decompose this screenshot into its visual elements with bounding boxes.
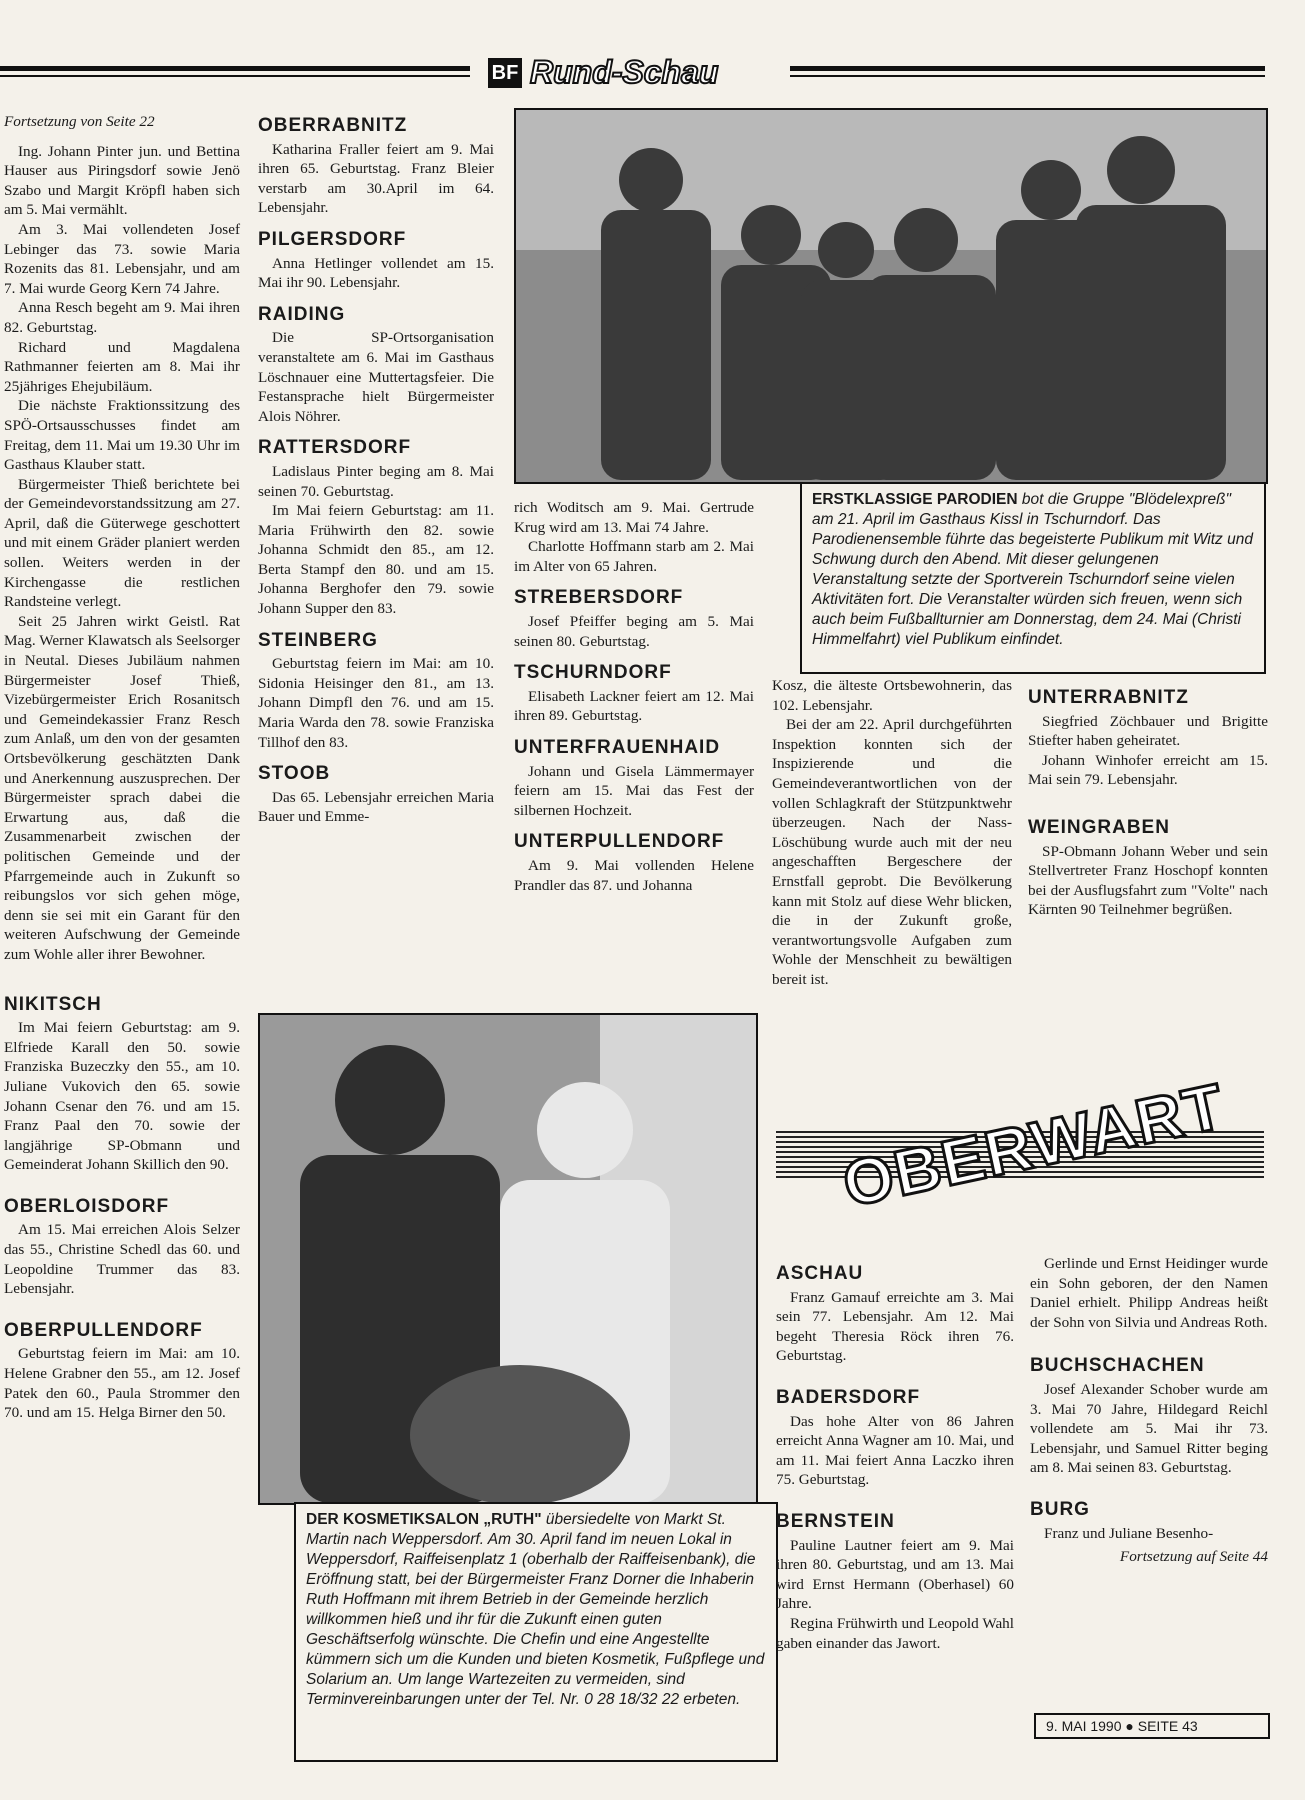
paragraph: rich Woditsch am 9. Mai. Gertrude Krug wird am 13. Mai 74 Jahre. xyxy=(514,499,754,536)
paragraph: Regina Frühwirth und Leopold Wahl gaben einander das Jawort. xyxy=(776,1614,1014,1652)
heading-bernstein: BERNSTEIN xyxy=(776,1510,895,1532)
salon-silhouettes-icon xyxy=(260,1015,756,1503)
paragraph: Gerlinde und Ernst Heidinger wurde ein Sohn geboren, der den Namen Daniel erhielt. Philipp Andreas heißt der Sohn von Silvia und Andreas Roth. xyxy=(1030,1255,1268,1331)
paragraph: Seit 25 Jahren wirkt Geistl. Rat Mag. Werner Klawatsch als Seelsorger in Neutal. Dieses Jubiläum nahmen Bürgermeister Josef Thieß, Vizebürgermeister Erich Rosanitsch und Gemeindekassier Franz Resch zum Anlaß, um den von der gesamten Ortsbevölkerung geschätzten Dank und Anerkennung auszusprechen. Der Bürgermeister sprach dabei die Erwartung aus, daß die Zusammenarbeit zwischen der politischen Gemeinde und der Pfarrgemeinde auch in Zukunft so reibungslos vor sich gehen möge, denn sie sei mit ein Garant für den weiteren Aufschwung der Gemeinde zum Wohle aller ihrer Bewohner. xyxy=(4,612,240,963)
heading-buchschachen: BUCHSCHACHEN xyxy=(1030,1355,1205,1377)
caption-parody-title: ERSTKLASSIGE PARODIEN xyxy=(812,491,1018,508)
header-rule-left xyxy=(0,66,470,71)
footer-date: 9. MAI 1990 xyxy=(1046,1718,1122,1734)
oberwart-title: OBERWART xyxy=(836,1069,1232,1221)
group-silhouettes-icon xyxy=(516,110,1266,482)
heading-unterrabnitz: UNTERRABNITZ xyxy=(1028,687,1189,708)
paragraph: Johann Winhofer erreicht am 15. Mai sein 79. Lebensjahr. xyxy=(1028,751,1268,789)
paragraph: Bürgermeister Thieß berichtete bei der Gemeindevorstandssitzung am 27. April, daß die Güterwege geschottert und mit einem Gräder planiert werden sollen. Weiters werden in der Kirchengasse die restlichen Randsteine verlegt. xyxy=(4,475,240,611)
paragraph: Am 9. Mai vollenden Helene Prandler das 87. und Johanna xyxy=(514,856,754,894)
paragraph: Das hohe Alter von 86 Jahren erreicht Anna Wagner am 10. Mai, und am 11. Mai feiert Anna Laczko ihren 75. Geburtstag. xyxy=(776,1412,1014,1489)
paragraph: Josef Alexander Schober wurde am 3. Mai 70 Jahre, Hildegard Reichl vollendete am 5. Mai ihr 73. Lebensjahr, und Samuel Ritter beging am 8. Mai seinen 83. Geburtstag. xyxy=(1030,1380,1268,1477)
column-2 xyxy=(258,112,494,827)
heading-badersdorf: BADERSDORF xyxy=(776,1386,921,1408)
paragraph: Ing. Johann Pinter jun. und Bettina Hauser aus Piringsdorf sowie Jenö Szabo und Margit Kröpfl haben sich am 5. Mai vermählt. xyxy=(4,142,240,219)
oberwart-column-right xyxy=(1030,1254,1268,1567)
heading-weingraben: WEINGRABEN xyxy=(1028,816,1170,838)
footer-page: SEITE 43 xyxy=(1137,1718,1198,1734)
heading-tschurndorf: TSCHURNDORF xyxy=(514,662,672,684)
paragraph: Franz und Juliane Besenho- xyxy=(1044,1524,1214,1542)
bf-logo: BF xyxy=(488,58,522,88)
caption-parody-text: bot die Gruppe "Blödelexpreß" am 21. April im Gasthaus Kissl in Tschurndorf. Das Parodienensemble führte das begeisterte Publikum mit Witz und Schwung durch den Abend. Mit dieser gelungenen Veranstaltung setzte der Sportverein Tschurndorf seine vielen Aktivitäten fort. Die Veranstalter würden sich freuen, wenn sich auch beim Fußballturnier am Donnerstag, dem 24. Mai (Christi Himmelfahrt) viel Publikum einfindet. xyxy=(812,491,1253,648)
heading-nikitsch: NIKITSCH xyxy=(4,993,102,1015)
heading-unterpullendorf: UNTERPULLENDORF xyxy=(514,831,725,853)
heading-pilgersdorf: PILGERSDORF xyxy=(258,228,407,250)
caption-kosmetiksalon-text: übersiedelte von Markt St. Martin nach Weppersdorf. Am 30. April fand im neuen Lokal in Weppersdorf, Raiffeisenplatz 1 (oberhalb der Raiffeisenbank), die Eröffnung statt, bei der Bürgermeister Franz Dorner die Inhaberin Ruth Hoffmann mit ihrem Betrieb in der Gemeinde herzlich willkommen hieß und ihr für die Zukunft einen guten Geschäftserfolg wünschte. Die Chefin und eine Angestellte kümmern sich um die Kunden und bieten Kosmetik, Fußpflege und Solarium an. Um lange Wartezeiten zu vermeiden, sind Terminvereinbarungen unter der Tel. Nr. 0 28 18/32 22 erbeten. xyxy=(306,1511,765,1708)
paragraph: Kosz, die älteste Ortsbewohnerin, das 102. Lebensjahr. xyxy=(772,677,1012,714)
header-rule-right-thin xyxy=(790,75,1265,77)
paragraph: Johann und Gisela Lämmermayer feiern am 15. Mai das Fest der silbernen Hochzeit. xyxy=(514,762,754,819)
paragraph: Pauline Lautner feiert am 9. Mai ihren 80. Geburtstag, und am 13. Mai wird Ernst Hermann (Oberhasel) 60 Jahre. xyxy=(776,1536,1014,1613)
paragraph: Anna Hetlinger vollendet am 15. Mai ihr 90. Lebensjahr. xyxy=(258,254,494,292)
paragraph: Anna Resch begeht am 9. Mai ihren 82. Geburtstag. xyxy=(4,299,240,336)
paragraph: Die SP-Ortsorganisation veranstaltete am 6. Mai im Gasthaus Löschnauer eine Muttertagsfeier. Die Festansprache hielt Bürgermeister Alois Nöhrer. xyxy=(258,329,494,425)
page-footer xyxy=(1034,1713,1270,1739)
header-rule-left-thin xyxy=(0,75,470,77)
heading-oberrabnitz: OBERRABNITZ xyxy=(258,115,408,136)
continued-from: Fortsetzung von Seite 22 xyxy=(4,113,155,130)
header-rule-right xyxy=(790,66,1265,71)
heading-oberpullendorf: OBERPULLENDORF xyxy=(4,1319,203,1341)
paragraph: Die nächste Fraktionssitzung des SPÖ-Ortsausschusses findet am Freitag, dem 11. Mai um 19.30 Uhr im Gasthaus Klauber statt. xyxy=(4,397,240,474)
continued-to: Fortsetzung auf Seite 44 xyxy=(1119,1548,1268,1566)
photo-parody-group xyxy=(514,108,1268,484)
heading-steinberg: STEINBERG xyxy=(258,629,378,651)
column-3 xyxy=(514,498,754,895)
column-1 xyxy=(4,112,240,1423)
paragraph: Am 15. Mai erreichen Alois Selzer das 55., Christine Schedl das 60. und Leopoldine Trummer das 83. Lebensjahr. xyxy=(4,1221,240,1298)
heading-raiding: RAIDING xyxy=(258,303,346,325)
section-title: Rund-Schau xyxy=(530,54,719,90)
paragraph: Franz Gamauf erreichte am 3. Mai sein 77. Lebensjahr. Am 12. Mai begeht Theresia Röck ihren 76. Geburtstag. xyxy=(776,1288,1014,1365)
heading-rattersdorf: RATTERSDORF xyxy=(258,437,412,459)
paragraph: Josef Pfeiffer beging am 5. Mai seinen 80. Geburtstag. xyxy=(514,612,754,650)
paragraph: Katharina Fraller feiert am 9. Mai ihren 65. Geburtstag. Franz Bleier verstarb am 30.April im 64. Lebensjahr. xyxy=(258,140,494,217)
paragraph: Geburtstag feiern im Mai: am 10. Helene Grabner den 55., am 12. Josef Patek den 60., Paula Strommer den 70. und am 15. Helga Birner den 50. xyxy=(4,1345,240,1422)
paragraph: SP-Obmann Johann Weber und sein Stellvertreter Franz Hoschopf konnten bei der Ausflugsfahrt zum "Volte" nach Kärnten 90 Teilnehmer begrüßen. xyxy=(1028,842,1268,919)
paragraph: Geburtstag feiern im Mai: am 10. Sidonia Heisinger den 81., am 13. Johann Dimpfl den 76. und am 15. Maria Warda den 78. sowie Franziska Tillhof den 83. xyxy=(258,655,494,751)
heading-unterfrauenhaid: UNTERFRAUENHAID xyxy=(514,736,721,758)
paragraph: Ladislaus Pinter beging am 8. Mai seinen 70. Geburtstag. xyxy=(258,462,494,500)
column-5 xyxy=(1028,676,1268,920)
heading-stoob: STOOB xyxy=(258,763,331,785)
heading-strebersdorf: STREBERSDORF xyxy=(514,587,684,609)
photo-kosmetiksalon xyxy=(258,1013,758,1505)
caption-kosmetiksalon xyxy=(294,1502,778,1762)
caption-kosmetiksalon-title: DER KOSMETIKSALON „RUTH" xyxy=(306,1511,542,1528)
paragraph: Charlotte Hoffmann starb am 2. Mai im Alter von 65 Jahren. xyxy=(514,538,754,575)
paragraph: Am 3. Mai vollendeten Josef Lebinger das 73. sowie Maria Rozenits das 81. Lebensjahr, und am 7. Mai wurde Georg Kern 74 Jahre. xyxy=(4,220,240,297)
column-4 xyxy=(772,676,1012,990)
paragraph: Siegfried Zöchbauer und Brigitte Stiefter haben geheiratet. xyxy=(1028,712,1268,750)
heading-burg: BURG xyxy=(1030,1498,1090,1520)
caption-parody xyxy=(800,482,1266,674)
paragraph: Richard und Magdalena Rathmanner feierten am 8. Mai ihr 25jähriges Ehejubiläum. xyxy=(4,338,240,395)
paragraph: Im Mai feiern Geburtstag: am 9. Elfriede Karall den 50. sowie Franziska Buzeczky den 55., am 10. Juliane Vukovich den 65. sowie Johann Csenar den 76. und am 15. Franz Paal den 70. sowie der langjährige SP-Obmann und Gemeinderat Johann Skillich den 90. xyxy=(4,1019,240,1174)
paragraph: Elisabeth Lackner feiert am 12. Mai ihren 89. Geburtstag. xyxy=(514,687,754,725)
paragraph: Im Mai feiern Geburtstag: am 11. Maria Frühwirth den 82. sowie Johanna Schmidt den 85., am 12. Berta Stampf den 80. und am 15. Johanna Berghofer den 79. sowie Johann Supper den 83. xyxy=(258,502,494,618)
paragraph: Bei der am 22. April durchgeführten Inspektion konnten sich der Inspizierende und die Gemeindeverantwortlichen von der vollen Schlagkraft der Stützpunktwehr überzeugen. Nach der Nass-Löschübung wurde auch mit der neu angeschafften Bergeschere der Ernstfall geprobt. Die Bevölkerung kann mit Stolz auf diese Wehr blicken, die in der Zukunft große, verantwortungsvolle Aufgaben zum Wohle der Menschheit zu bewältigen bereit ist. xyxy=(772,716,1012,988)
heading-oberloisdorf: OBERLOISDORF xyxy=(4,1195,170,1217)
heading-aschau: ASCHAU xyxy=(776,1263,864,1284)
oberwart-column-left xyxy=(776,1252,1014,1653)
paragraph: Das 65. Lebensjahr erreichen Maria Bauer und Emme- xyxy=(258,788,494,826)
bullet-icon: ● xyxy=(1125,1718,1134,1734)
